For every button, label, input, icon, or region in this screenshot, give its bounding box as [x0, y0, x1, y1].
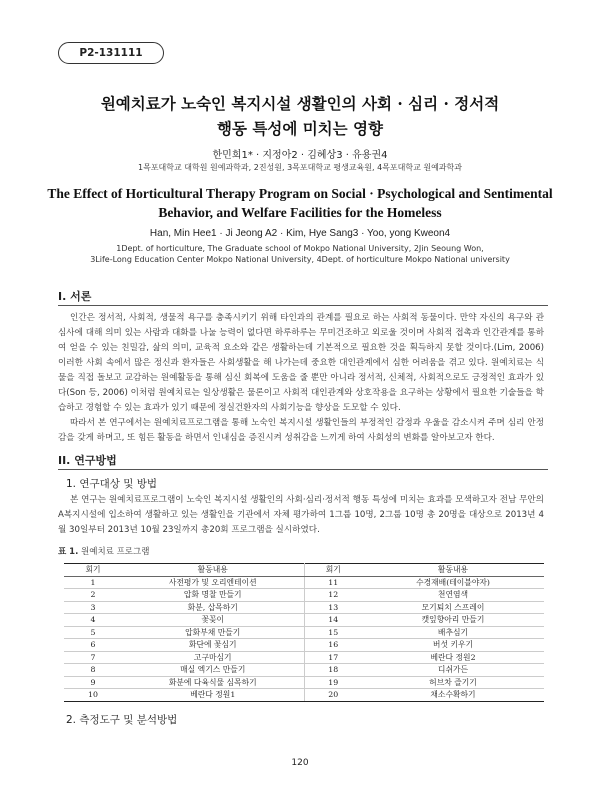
section-heading-introduction: I. 서론 [58, 290, 92, 303]
table-caption-label: 표 1. [58, 547, 79, 557]
cell: 사전평가 및 오리엔테이션 [122, 576, 304, 589]
cell: 천연염색 [362, 589, 544, 602]
cell: 16 [304, 639, 362, 652]
cell: 수경재배(테이블야자) [362, 576, 544, 589]
section-divider [58, 469, 548, 470]
affiliations-english-line1: 1Dept. of horticulture, The Graduate school of Mokpo National University, 2Jin Seoung Won, [116, 244, 484, 253]
cell: 13 [304, 601, 362, 614]
table-row [64, 614, 544, 627]
table-row [64, 626, 544, 639]
title-korean-line1: 원예치료가 노숙인 복지시설 생활인의 사회 · 심리 · 정서적 [100, 94, 500, 113]
paper-id-badge: P2-131111 [58, 42, 164, 64]
cell: 버섯 키우기 [362, 639, 544, 652]
cell: 베란다 정원2 [362, 651, 544, 664]
cell: 압화 명찰 만들기 [122, 589, 304, 602]
cell: 4 [64, 614, 122, 627]
cell: 8 [64, 664, 122, 677]
header-activity: 활동내용 [122, 564, 304, 577]
cell: 허브차 즐기기 [362, 676, 544, 689]
cell: 2 [64, 589, 122, 602]
page-number: 120 [291, 758, 309, 768]
table-row [64, 664, 544, 677]
subsection-heading-subjects: 1. 연구대상 및 방법 [66, 478, 158, 490]
section-divider [58, 305, 548, 306]
header-session: 회기 [64, 564, 122, 577]
cell: 3 [64, 601, 122, 614]
cell: 꽃꽂이 [122, 614, 304, 627]
table-row [64, 589, 544, 602]
cell: 12 [304, 589, 362, 602]
intro-paragraph-1: 인간은 정서적, 사회적, 생물적 욕구를 충족시키기 위해 타인과의 관계를 필요로 하는 사회적 동물이다. 만약 자신의 욕구와 관심사에 대해 의미 있는 사람과 대화를 나눌 능력이 없다면 하루하루는 무미건조하고 외로울 것이며 사회적 접촉과 인간관계를 통하여 얻을 수 있는 친밀감, 삶의 의미, 교육적 요소와 같은 생활하는데 기본적으로 필요한 것을 획득하지 못할 것이다.(Lim, 2006) 이러한 사회 속에서 많은 정신과 환자들은 사회생활을 해 나가는데 중요한 대인관계에서 심한 어려움을 겪고 있다. 원예치료는 식물을 직접 돌보고 교감하는 원예활동을 통해 심신 회복에 도움을 줄 뿐만 아니라 정서적, 신체적, 사회적으로도 긍정적인 효과가 있다(Son 등, 2006) 이처럼 원예치료는 일상생활은 물론이고 사회적 대인관계와 상호작용을 요구하는 상황에서 필요한 기술들을 학습하고 경험할 수 있는 효과가 있기 때문에 정실건환자의 사회기능을 향상을 도모할 수 있다. [58, 313, 544, 413]
cell: 11 [304, 576, 362, 589]
subsection-heading-measurement: 2. 측정도구 및 분석방법 [66, 714, 178, 726]
cell: 9 [64, 676, 122, 689]
table-row [64, 576, 544, 589]
cell: 14 [304, 614, 362, 627]
cell: 모기퇴치 스프레이 [362, 601, 544, 614]
intro-paragraph-2: 따라서 본 연구에서는 원예치료프로그램을 통해 노숙인 복지시설 생활인들의 부정적인 감정과 우울을 감소시켜 주며 심리 안정감을 갖게 하며고, 또 힘든 활동을 하면서 인내심을 증진시켜 성취감을 느끼게 하여 사회성의 변화를 알아보고자 한다. [58, 418, 544, 443]
cell: 5 [64, 626, 122, 639]
table-row [64, 639, 544, 652]
cell: 10 [64, 689, 122, 702]
table-row [64, 676, 544, 689]
cell: 베란다 정원1 [122, 689, 304, 702]
methods-body [58, 493, 544, 538]
cell: 15 [304, 626, 362, 639]
cell: 고구마심기 [122, 651, 304, 664]
cell: 19 [304, 676, 362, 689]
cell: 1 [64, 576, 122, 589]
cell: 7 [64, 651, 122, 664]
title-english-line2: Behavior, and Welfare Facilities for the Homeless [158, 205, 442, 220]
methods-paragraph-1: 본 연구는 원예치료프로그램이 노숙인 복지시설 생활인의 사회·심리·정서적 행동 특성에 미치는 효과를 모색하고자 전남 무안의 A복지시설에 입소하여 생활하고 있는 생활인을 기관에서 자체 평가하여 1그룹 10명, 2그룹 10명 총 20명을 대상으로 2013년 4월 30일부터 2013년 10월 23일까지 총20회 프로그램을 실시하였다. [58, 495, 544, 535]
cell: 화단에 꽃심기 [122, 639, 304, 652]
header-activity: 활동내용 [362, 564, 544, 577]
cell: 디쉬가든 [362, 664, 544, 677]
title-english-line1: The Effect of Horticultural Therapy Program on Social · Psychological and Sentimental [47, 186, 553, 201]
affiliations-korean: 1목포대학교 대학원 원예과학과, 2진성원, 3목포대학교 평생교육원, 4목포대학교 원예과학과 [138, 163, 462, 172]
cell: 매실 엑기스 만들기 [122, 664, 304, 677]
table-caption [58, 545, 149, 557]
cell: 채소수확하기 [362, 689, 544, 702]
table-caption-text: 원예치료 프로그램 [81, 547, 150, 557]
cell: 화분에 다육식물 심목하기 [122, 676, 304, 689]
cell: 18 [304, 664, 362, 677]
authors-korean: 한민희1* · 지정아2 · 김혜상3 · 유용권4 [212, 150, 388, 161]
cell: 20 [304, 689, 362, 702]
cell: 17 [304, 651, 362, 664]
program-table [64, 563, 544, 702]
introduction-body [58, 311, 544, 446]
cell: 캣잎향아리 만들기 [362, 614, 544, 627]
authors-english: Han, Min Hee1 · Ji Jeong A2 · Kim, Hye Sang3 · Yoo, yong Kweon4 [149, 228, 451, 239]
table-row [64, 651, 544, 664]
cell: 배추심기 [362, 626, 544, 639]
section-heading-methods: II. 연구방법 [58, 454, 117, 467]
cell: 화분, 삽목하기 [122, 601, 304, 614]
title-korean-line2: 행동 특성에 미치는 영향 [217, 119, 383, 138]
table-row [64, 601, 544, 614]
table-row [64, 689, 544, 702]
cell: 압화부채 만들기 [122, 626, 304, 639]
cell: 6 [64, 639, 122, 652]
table-header-row [64, 564, 544, 577]
affiliations-english-line2: 3Life-Long Education Center Mokpo National University, 4Dept. of horticulture Mokpo National university [90, 255, 510, 264]
header-session: 회기 [304, 564, 362, 577]
